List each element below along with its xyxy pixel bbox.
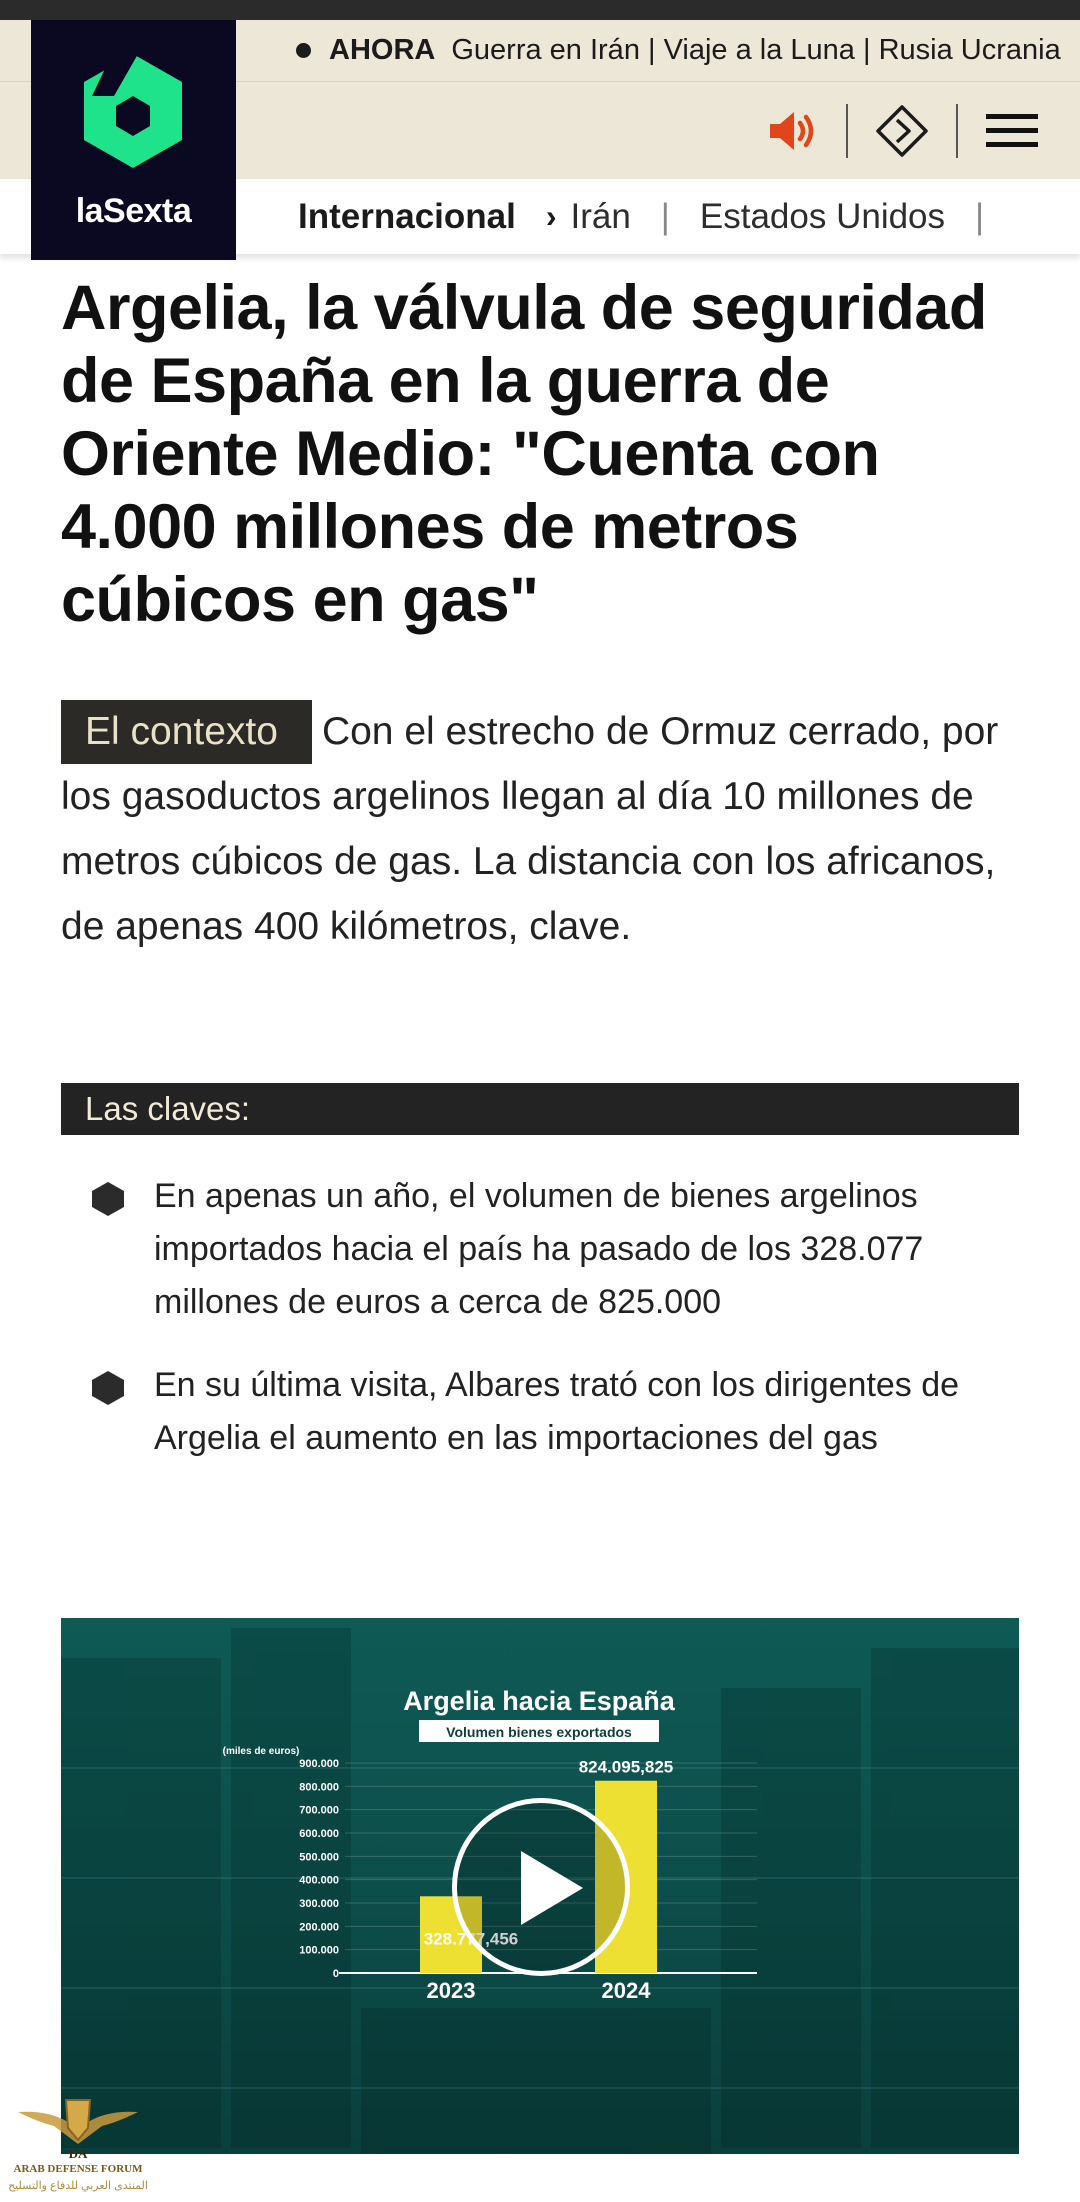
chart-y-tick-label: 0 bbox=[332, 1968, 339, 1980]
lasexta-logo[interactable] bbox=[31, 20, 236, 260]
key-text: En su última visita, Albares trató con los dirigentes de Argelia el aumento en las importaciones del gas bbox=[154, 1366, 960, 1457]
watermark-name: ARAB DEFENSE FORUM bbox=[13, 2163, 143, 2175]
chart-y-tick-label: 300.000 bbox=[299, 1898, 339, 1910]
shield-emblem-icon bbox=[8, 2092, 148, 2164]
chart-y-tick-label: 500.000 bbox=[299, 1851, 339, 1864]
context-text: Con el estrecho de Ormuz cerrado, por los gasoductos argelinos llegan al día 10 millones de metros cúbicos de gas. La distancia con los africanos, de apenas 400 kilómetros, clave. bbox=[61, 710, 999, 948]
ticker-topics-link[interactable]: Guerra en Irán | Viaje a la Luna | Rusia Ucrania bbox=[451, 34, 1061, 66]
key-text: En apenas un año, el volumen de bienes argelinos importados hacia el país ha pasado de los 328.077 millones de euros a cerca de 825.000 bbox=[154, 1177, 924, 1321]
chart-y-tick-label: 100.000 bbox=[299, 1944, 339, 1957]
logo-wordmark: laSexta bbox=[75, 192, 192, 230]
status-bar bbox=[0, 0, 1080, 20]
chart-y-tick-label: 900.000 bbox=[299, 1758, 339, 1770]
nav-link-iran[interactable]: Irán bbox=[570, 196, 631, 236]
chart-y-tick-label: 800.000 bbox=[299, 1781, 339, 1794]
audio-button[interactable] bbox=[764, 103, 820, 159]
speaker-icon bbox=[766, 108, 818, 154]
article-context bbox=[61, 699, 1031, 959]
play-button[interactable] bbox=[452, 1798, 630, 1976]
key-item bbox=[61, 1170, 1021, 1329]
live-dot-icon bbox=[296, 43, 311, 58]
video-player[interactable] bbox=[61, 1618, 1019, 2154]
diamond-play-icon bbox=[875, 104, 929, 158]
nav-divider: | bbox=[975, 196, 985, 236]
toolbar-divider bbox=[846, 104, 848, 158]
hexagon-bullet-icon bbox=[91, 1181, 125, 1217]
chart-title: Argelia hacia España bbox=[403, 1686, 675, 1716]
keys-header: Las claves: bbox=[61, 1083, 1019, 1135]
svg-text:DA: DA bbox=[68, 2146, 88, 2161]
chart-y-tick-label: 200.000 bbox=[299, 1921, 339, 1934]
chart-category-label: 2023 bbox=[426, 1978, 476, 2003]
chevron-right-icon: › bbox=[545, 198, 557, 234]
article-headline: Argelia, la válvula de seguridad de España en la guerra de Oriente Medio: "Cuenta con 4.000 millones de metros cúbicos en gas" bbox=[61, 273, 987, 635]
menu-button[interactable] bbox=[984, 103, 1040, 159]
context-label: El contexto bbox=[61, 700, 312, 764]
chart-ylabel: (miles de euros) bbox=[222, 1746, 300, 1757]
nav-link-estados-unidos[interactable]: Estados Unidos bbox=[699, 196, 946, 236]
chart-subtitle: Volumen bienes exportados bbox=[446, 1724, 632, 1740]
chart-y-tick-label: 700.000 bbox=[299, 1804, 339, 1817]
toolbar-divider bbox=[956, 104, 958, 158]
live-tv-button[interactable] bbox=[874, 103, 930, 159]
watermark-logo bbox=[8, 2092, 148, 2202]
ticker-label: AHORA bbox=[329, 34, 436, 66]
hexagon-bullet-icon bbox=[91, 1370, 125, 1406]
keys-list bbox=[61, 1170, 1021, 1495]
play-icon bbox=[515, 1847, 587, 1929]
chart-data-label: 824.095,825 bbox=[578, 1757, 674, 1777]
chart-category-label: 2024 bbox=[601, 1978, 651, 2003]
chart-y-tick-label: 400.000 bbox=[299, 1874, 339, 1887]
chart-data-label: 328.777,456 bbox=[423, 1929, 519, 1949]
key-item bbox=[61, 1359, 1021, 1465]
chart-y-tick-label: 600.000 bbox=[299, 1828, 339, 1840]
nav-divider: | bbox=[660, 196, 670, 236]
watermark-arabic: المنتدى العربي للدفاع والتسليح bbox=[8, 2180, 148, 2192]
six-logo-icon bbox=[72, 50, 194, 172]
hamburger-menu-icon bbox=[984, 111, 1040, 151]
nav-section-internacional[interactable]: Internacional bbox=[298, 196, 516, 236]
